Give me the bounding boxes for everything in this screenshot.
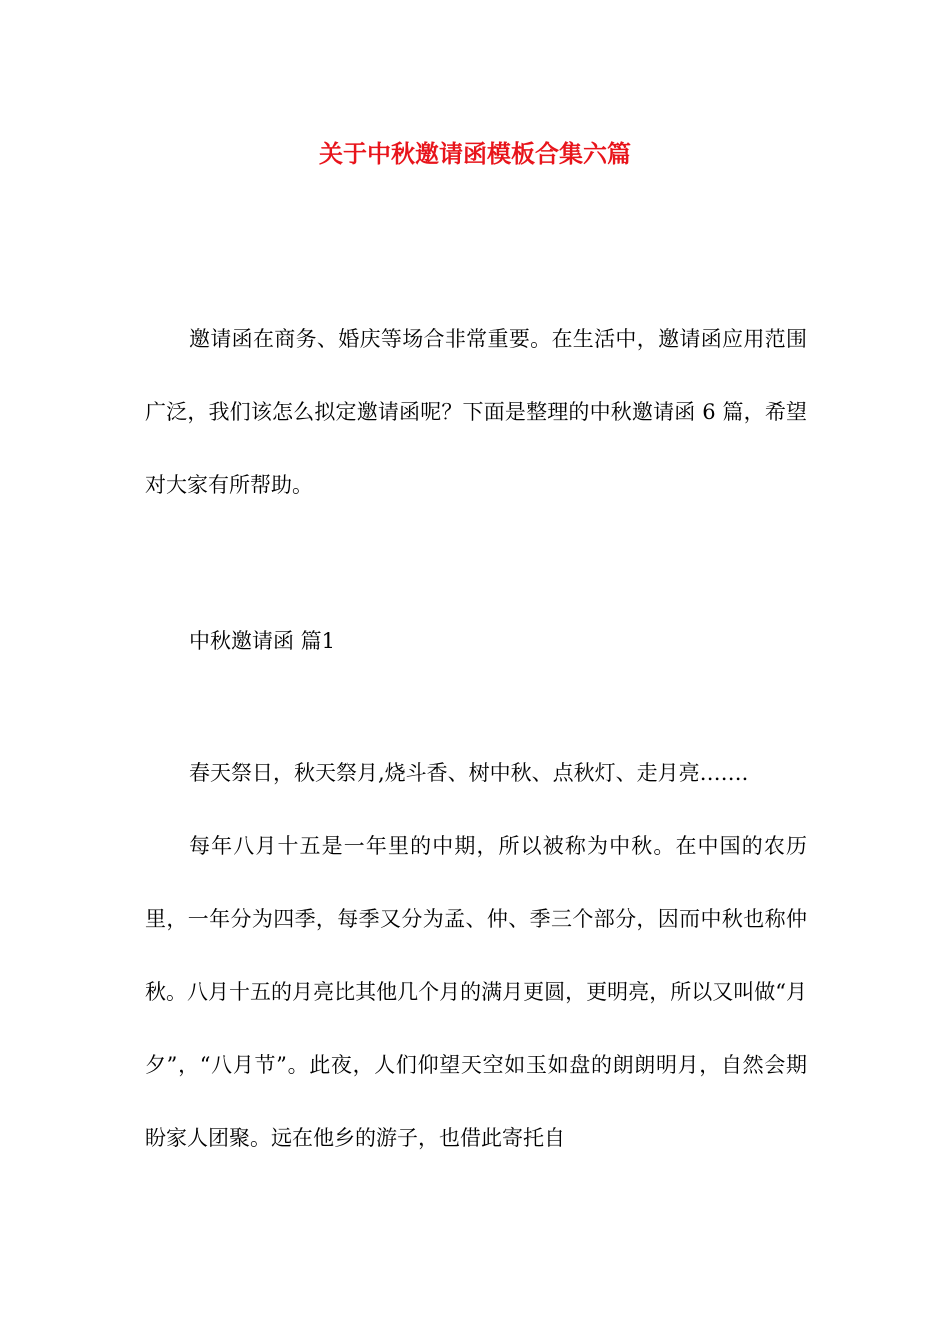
intro-paragraph: 邀请函在商务、婚庆等场合非常重要。在生活中，邀请函应用范围广泛，我们该怎么拟定邀请函呢？下面是整理的中秋邀请函 6 篇，希望对大家有所帮助。	[145, 327, 807, 497]
body-paragraph: 每年八月十五是一年里的中期，所以被称为中秋。在中国的农历里，一年分为四季，每季又分为孟、仲、季三个部分，因而中秋也称仲秋。八月十五的月亮比其他几个月的满月更圆，更明亮，所以又叫做“月夕”，“八月节”。此夜，人们仰望天空如玉如盘的朗朗明月，自然会期盼家人团聚。远在他乡的游子，也借此寄托自	[145, 834, 807, 1150]
document-title: 关于中秋邀请函模板合集六篇	[319, 139, 631, 168]
section-heading: 中秋邀请函 篇1	[189, 629, 336, 653]
body-paragraph: 春天祭日，秋天祭月,烧斗香、树中秋、点秋灯、走月亮…….	[189, 761, 749, 785]
